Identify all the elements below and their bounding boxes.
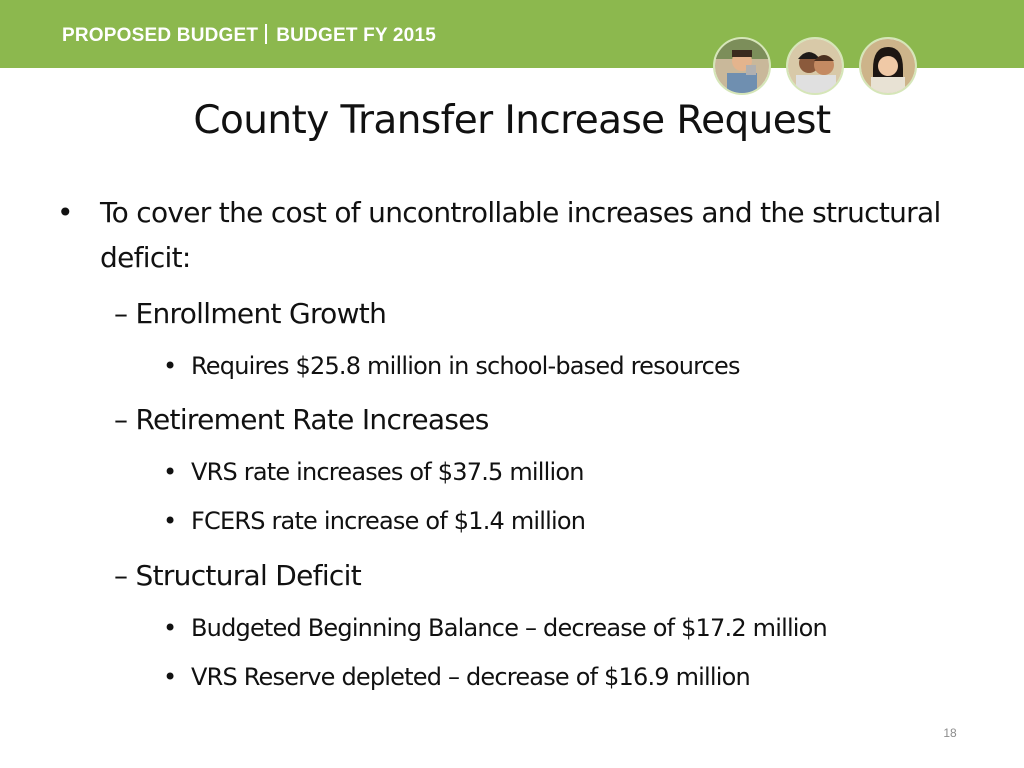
- header-subtitle: BUDGET FY 2015: [276, 25, 436, 46]
- bullet-dot: •: [57, 196, 73, 229]
- list-item: • Requires $25.8 million in school-based resources: [163, 352, 740, 380]
- header-divider: [265, 24, 267, 44]
- student-photo-icon: [786, 37, 844, 95]
- section-heading-structural: – Structural Deficit: [114, 559, 361, 592]
- header-title: [62, 24, 436, 47]
- section-heading-retirement: – Retirement Rate Increases: [114, 403, 489, 436]
- slide-title: County Transfer Increase Request: [193, 98, 831, 143]
- header-brand: PROPOSED BUDGET: [62, 25, 259, 46]
- list-item: • FCERS rate increase of $1.4 million: [163, 507, 586, 535]
- student-photo-icon: [859, 37, 917, 95]
- main-bullet: [57, 190, 980, 280]
- list-item: • VRS rate increases of $37.5 million: [163, 458, 584, 486]
- main-bullet-text: To cover the cost of uncontrollable increases and the structural deficit:: [100, 196, 941, 274]
- list-item: • Budgeted Beginning Balance – decrease of $17.2 million: [163, 614, 827, 642]
- page-number: 18: [943, 726, 957, 740]
- section-heading-enrollment: – Enrollment Growth: [114, 297, 387, 330]
- list-item: • VRS Reserve depleted – decrease of $16.9 million: [163, 663, 750, 691]
- student-photo-icon: [713, 37, 771, 95]
